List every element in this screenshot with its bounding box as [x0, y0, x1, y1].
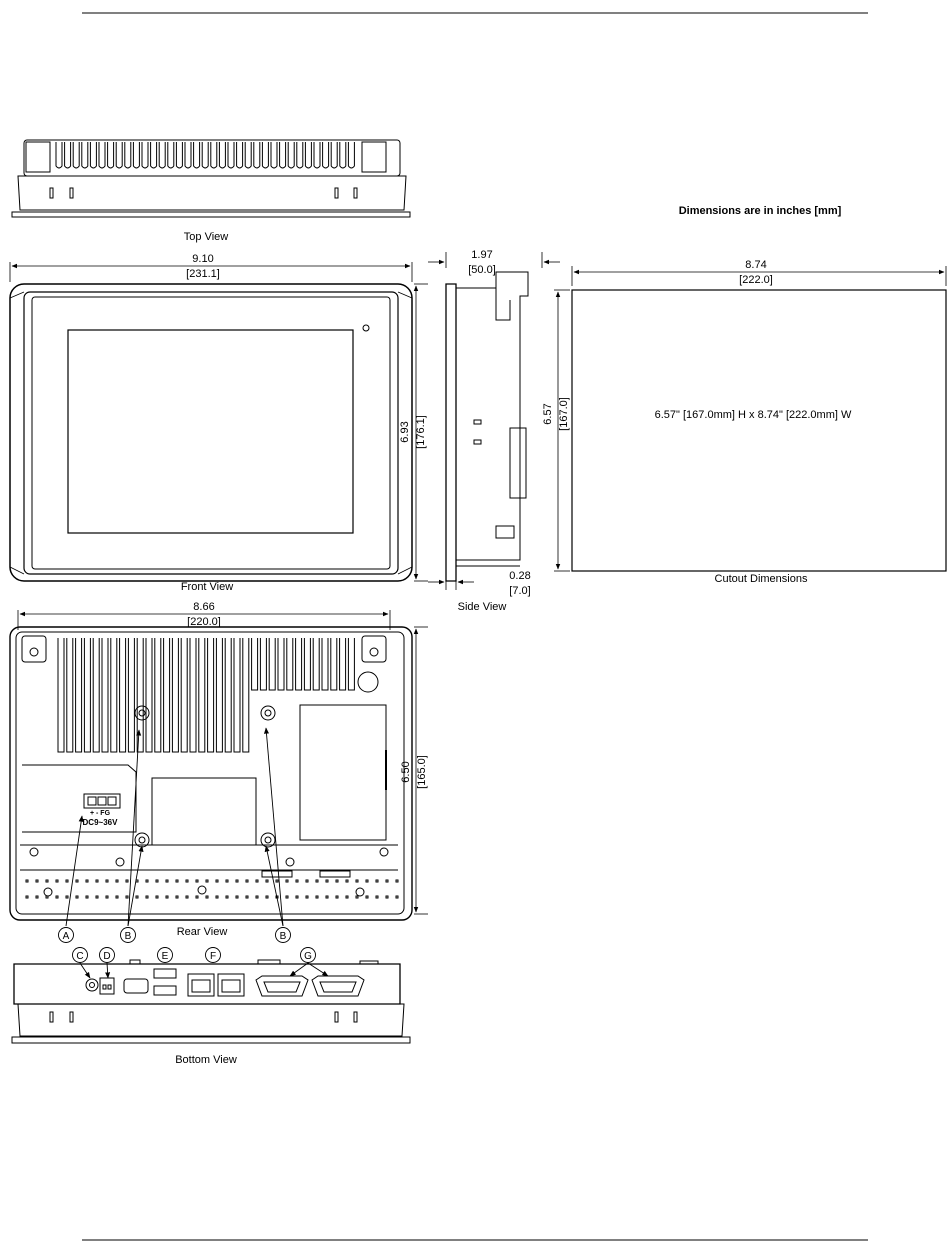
- vent-dot: [36, 880, 38, 882]
- heatsink-fin: [208, 638, 214, 752]
- rear-view-label: Rear View: [176, 926, 228, 938]
- vent-dot: [306, 896, 308, 898]
- vent-dot: [26, 880, 28, 882]
- vent-dot: [136, 896, 138, 898]
- vent-dot: [336, 880, 338, 882]
- vent-dot: [196, 896, 198, 898]
- heatsink-fin: [73, 142, 79, 168]
- heatsink-fin: [331, 142, 337, 168]
- callout-b-letter: B: [279, 931, 287, 942]
- heatsink-fin: [331, 638, 337, 690]
- callout-e-letter: E: [161, 951, 169, 962]
- rear-width-in: 8.66: [193, 601, 215, 613]
- vent-dot: [376, 896, 378, 898]
- vent-dot: [376, 880, 378, 882]
- vent-dot: [126, 880, 128, 882]
- vent-dot: [396, 896, 398, 898]
- screw-icon: [261, 706, 275, 720]
- vent-dot: [216, 896, 218, 898]
- heatsink-fin: [296, 638, 302, 690]
- front-height-mm: [176.1]: [415, 415, 427, 449]
- vent-dot: [266, 896, 268, 898]
- rear-width-mm: [220.0]: [187, 616, 221, 628]
- vent-dot: [396, 880, 398, 882]
- rear-panel: [10, 627, 412, 920]
- heatsink-fin: [181, 638, 187, 752]
- heatsink-fin: [228, 142, 234, 168]
- vent-dot: [286, 880, 288, 882]
- heatsink-fin: [164, 638, 170, 752]
- heatsink-fin: [216, 638, 222, 752]
- front-panel: [10, 284, 412, 581]
- vent-dot: [76, 880, 78, 882]
- vent-dot: [326, 880, 328, 882]
- callout-b-right: [276, 928, 291, 943]
- front-width-mm: [231.1]: [186, 268, 220, 280]
- heatsink-fin: [269, 638, 275, 690]
- vent-dot: [216, 880, 218, 882]
- vent-dot: [316, 896, 318, 898]
- mount-hole: [44, 888, 52, 896]
- heatsink-fin: [297, 142, 303, 168]
- vent-dot: [86, 896, 88, 898]
- vent-dot: [76, 896, 78, 898]
- heatsink-fin: [271, 142, 277, 168]
- vent-dot: [166, 896, 168, 898]
- heatsink-fin: [146, 638, 152, 752]
- heatsink-fin: [194, 142, 200, 168]
- heatsink-fin: [219, 142, 225, 168]
- cutout-label: Cutout Dimensions: [714, 573, 808, 585]
- heatsink-fin: [128, 638, 134, 752]
- vent-dot: [186, 880, 188, 882]
- front-view-label: Front View: [180, 581, 234, 593]
- heatsink-fin: [67, 638, 73, 752]
- vent-dot: [106, 896, 108, 898]
- heatsink-fin: [133, 142, 139, 168]
- heatsink-fin: [108, 142, 114, 168]
- vent-dot: [106, 880, 108, 882]
- mount-hole: [380, 848, 388, 856]
- heatsink-fin: [237, 142, 243, 168]
- heatsink-fin: [137, 638, 143, 752]
- vent-dot: [386, 880, 388, 882]
- side-depth-in: 1.97: [471, 249, 493, 261]
- heatsink-fin: [314, 142, 320, 168]
- heatsink-fin: [76, 638, 82, 752]
- heatsink-fin: [116, 142, 122, 168]
- vent-dot: [336, 896, 338, 898]
- heatsink-fin: [172, 638, 178, 752]
- callout-b-letter: B: [124, 931, 132, 942]
- heatsink-fin: [176, 142, 182, 168]
- vent-dot: [256, 896, 258, 898]
- vent-dot: [26, 896, 28, 898]
- vent-dot: [296, 880, 298, 882]
- vent-dot: [126, 896, 128, 898]
- vent-dot: [226, 896, 228, 898]
- top-view-drawing: [12, 140, 410, 217]
- cutout-width-mm: [222.0]: [739, 274, 773, 286]
- side-bezel-mm: [7.0]: [509, 585, 531, 597]
- callout-a: [59, 928, 74, 943]
- vent-dot: [116, 880, 118, 882]
- callout-d-letter: D: [103, 951, 111, 962]
- vent-dot: [326, 896, 328, 898]
- vent-dot: [206, 896, 208, 898]
- vent-dot: [66, 896, 68, 898]
- screw-center: [265, 710, 271, 716]
- vent-dot: [46, 880, 48, 882]
- side-bezel-dimension: [428, 576, 474, 590]
- heatsink-fin: [58, 638, 64, 752]
- vent-dot: [236, 880, 238, 882]
- heatsink-fin: [313, 638, 319, 690]
- callout-a-letter: A: [62, 931, 70, 942]
- vent-dot: [236, 896, 238, 898]
- screw-center: [139, 837, 145, 843]
- mount-hole: [286, 858, 294, 866]
- heatsink-fin: [254, 142, 260, 168]
- rear-height-mm: [165.0]: [416, 755, 428, 789]
- vent-dot: [56, 880, 58, 882]
- heatsink-fin: [111, 638, 117, 752]
- front-height-in: 6.93: [399, 421, 411, 443]
- heatsink-fin: [90, 142, 96, 168]
- top-view-label: Top View: [183, 231, 229, 243]
- callout-g-letter: G: [304, 951, 312, 962]
- heatsink-fin: [155, 638, 161, 752]
- heatsink-fin: [99, 142, 105, 168]
- vent-dot: [306, 880, 308, 882]
- vent-dot: [56, 896, 58, 898]
- vent-dot: [346, 880, 348, 882]
- side-depth-mm: [50.0]: [468, 264, 496, 276]
- callout-c-letter: C: [76, 951, 84, 962]
- vent-dot: [206, 880, 208, 882]
- heatsink-fin: [168, 142, 174, 168]
- cutout-outline: [572, 290, 946, 571]
- vent-dot: [356, 880, 358, 882]
- vent-dot: [266, 880, 268, 882]
- vent-dot: [66, 880, 68, 882]
- heatsink-fin: [190, 638, 196, 752]
- heatsink-fin: [202, 142, 208, 168]
- cutout-height-mm: [167.0]: [558, 397, 570, 431]
- heatsink-fin: [185, 142, 191, 168]
- vent-dot: [96, 896, 98, 898]
- rear-height-in: 6.50: [400, 761, 412, 783]
- heatsink-fin: [151, 142, 157, 168]
- heatsink-fin: [288, 142, 294, 168]
- heatsink-fin: [225, 638, 231, 752]
- heatsink-fin: [142, 142, 148, 168]
- vent-dot: [346, 896, 348, 898]
- vent-dot: [316, 880, 318, 882]
- vent-dot: [246, 896, 248, 898]
- heatsink-fin: [93, 638, 99, 752]
- heatsink-fin: [82, 142, 88, 168]
- heatsink-fin: [323, 142, 329, 168]
- callout-arrows-rear: [66, 728, 283, 926]
- units-note: Dimensions are in inches [mm]: [678, 205, 842, 217]
- heatsink-fin: [243, 638, 249, 752]
- screw-center: [139, 710, 145, 716]
- heatsink-fin: [260, 638, 266, 690]
- bottom-panel: [12, 960, 410, 1043]
- callout-f-letter: F: [209, 951, 217, 962]
- mount-hole: [198, 886, 206, 894]
- vent-dot: [46, 896, 48, 898]
- heatsink-fin: [84, 638, 90, 752]
- heatsink-fin: [340, 142, 346, 168]
- heatsink-fin: [348, 142, 354, 168]
- side-bezel-in: 0.28: [509, 570, 531, 582]
- callout-b-left: [121, 928, 136, 943]
- vent-dot: [146, 896, 148, 898]
- vent-dot: [36, 896, 38, 898]
- power-label: DC9~36V: [82, 818, 118, 827]
- vent-dot: [86, 880, 88, 882]
- vent-dot: [116, 896, 118, 898]
- side-panel: [446, 272, 531, 582]
- vent-dot: [246, 880, 248, 882]
- vent-dot: [176, 896, 178, 898]
- vent-dot: [156, 880, 158, 882]
- vent-dot: [176, 880, 178, 882]
- vent-dot: [96, 880, 98, 882]
- heatsink-fin: [245, 142, 251, 168]
- heatsink-fin: [304, 638, 310, 690]
- vent-dot: [386, 896, 388, 898]
- heatsink-fin: [159, 142, 165, 168]
- vent-dot: [286, 896, 288, 898]
- vent-dot: [256, 880, 258, 882]
- mount-hole: [30, 848, 38, 856]
- vent-dot: [196, 880, 198, 882]
- heatsink-fin: [348, 638, 354, 690]
- vent-dot: [186, 896, 188, 898]
- heatsink-fin: [125, 142, 131, 168]
- heatsink-fin: [305, 142, 311, 168]
- vent-dot: [156, 896, 158, 898]
- heatsink-fin: [322, 638, 328, 690]
- heatsink-fin: [199, 638, 205, 752]
- cutout-height-in: 6.57: [542, 403, 554, 425]
- heatsink-fin: [102, 638, 108, 752]
- heatsink-fin: [280, 142, 286, 168]
- terminal-label: + - FG: [89, 810, 111, 817]
- side-view-label: Side View: [457, 601, 507, 613]
- vent-dot: [146, 880, 148, 882]
- heatsink-fin: [65, 142, 71, 168]
- heatsink-fin: [211, 142, 217, 168]
- mount-hole: [116, 858, 124, 866]
- heatsink-fin: [287, 638, 293, 690]
- heatsink-fin: [252, 638, 258, 690]
- front-width-in: 9.10: [192, 253, 214, 265]
- cutout-width-in: 8.74: [745, 259, 767, 271]
- heatsink-fin: [120, 638, 126, 752]
- vent-dot: [296, 896, 298, 898]
- heatsink-fin: [278, 638, 284, 690]
- heatsink-fin: [340, 638, 346, 690]
- heatsink-fin: [262, 142, 268, 168]
- vent-dot: [166, 880, 168, 882]
- vent-dot: [366, 896, 368, 898]
- vent-dot: [366, 880, 368, 882]
- mount-hole: [356, 888, 364, 896]
- vent-dot: [276, 880, 278, 882]
- vent-dot: [356, 896, 358, 898]
- heatsink-fin: [234, 638, 240, 752]
- vent-dot: [226, 880, 228, 882]
- heatsink-fin: [56, 142, 62, 168]
- cutout-text: 6.57" [167.0mm] H x 8.74" [222.0mm] W: [654, 409, 852, 421]
- screw-center: [265, 837, 271, 843]
- bottom-view-label: Bottom View: [175, 1054, 237, 1066]
